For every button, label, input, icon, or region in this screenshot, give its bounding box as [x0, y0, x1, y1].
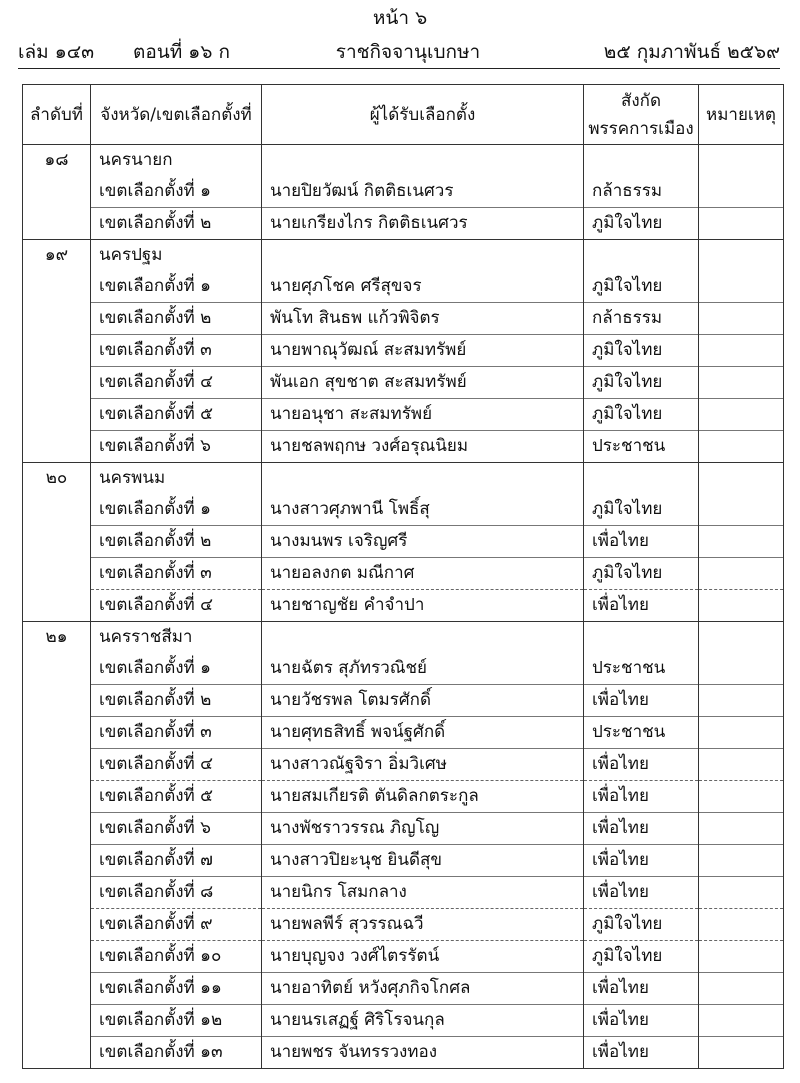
- party-cell: ภูมิใจไทย: [584, 271, 699, 303]
- note-cell: [699, 653, 784, 685]
- sequence-cell: [23, 877, 91, 909]
- gazette-header: [18, 38, 780, 66]
- note-cell: [699, 367, 784, 399]
- sequence-cell: [23, 558, 91, 590]
- table-row: [23, 335, 784, 367]
- sequence-cell: [23, 590, 91, 622]
- column-header-party-line2: พรรคการเมือง: [588, 118, 694, 139]
- note-cell: [699, 399, 784, 431]
- district-cell: เขตเลือกตั้งที่ ๑: [91, 271, 262, 303]
- party-cell: ภูมิใจไทย: [584, 399, 699, 431]
- district-cell: เขตเลือกตั้งที่ ๒: [91, 208, 262, 240]
- district-cell: เขตเลือกตั้งที่ ๑๒: [91, 1005, 262, 1037]
- party-cell: ภูมิใจไทย: [584, 941, 699, 973]
- elected-name-cell: นายนรเสฏฐ์ ศิริโรจนกุล: [262, 1005, 584, 1037]
- party-cell: ประชาชน: [584, 431, 699, 463]
- district-cell: เขตเลือกตั้งที่ ๑: [91, 494, 262, 526]
- party-cell: [584, 463, 699, 495]
- district-cell: เขตเลือกตั้งที่ ๓: [91, 335, 262, 367]
- elected-name-cell: นายพลพีร์ สุวรรณฉวี: [262, 909, 584, 941]
- district-cell: เขตเลือกตั้งที่ ๑๓: [91, 1037, 262, 1069]
- elected-name-cell: นายสมเกียรติ ตันดิลกตระกูล: [262, 781, 584, 813]
- province-row: [23, 463, 784, 495]
- elected-name-cell: นายนิกร โสมกลาง: [262, 877, 584, 909]
- table-row: [23, 653, 784, 685]
- elected-name-cell: นายบุญจง วงศ์ไตรรัตน์: [262, 941, 584, 973]
- column-header-party: [584, 85, 699, 145]
- sequence-cell: [23, 973, 91, 1005]
- district-cell: เขตเลือกตั้งที่ ๔: [91, 367, 262, 399]
- table-row: [23, 558, 784, 590]
- district-cell: เขตเลือกตั้งที่ ๓: [91, 558, 262, 590]
- party-cell: เพื่อไทย: [584, 877, 699, 909]
- party-cell: เพื่อไทย: [584, 973, 699, 1005]
- column-header-district: จังหวัด/เขตเลือกตั้งที่: [91, 85, 262, 145]
- province-row: [23, 240, 784, 272]
- district-cell: เขตเลือกตั้งที่ ๒: [91, 685, 262, 717]
- party-cell: [584, 145, 699, 177]
- table-row: [23, 717, 784, 749]
- party-cell: ภูมิใจไทย: [584, 558, 699, 590]
- party-cell: เพื่อไทย: [584, 1037, 699, 1069]
- district-cell: เขตเลือกตั้งที่ ๔: [91, 590, 262, 622]
- sequence-cell: [23, 399, 91, 431]
- note-cell: [699, 176, 784, 208]
- party-cell: ภูมิใจไทย: [584, 335, 699, 367]
- elected-name-cell: [262, 463, 584, 495]
- note-cell: [699, 463, 784, 495]
- province-name: นครปฐม: [91, 240, 262, 272]
- sequence-cell: [23, 813, 91, 845]
- column-header-elected: ผู้ได้รับเลือกตั้ง: [262, 85, 584, 145]
- district-cell: เขตเลือกตั้งที่ ๕: [91, 781, 262, 813]
- party-cell: ภูมิใจไทย: [584, 208, 699, 240]
- table-row: [23, 845, 784, 877]
- district-cell: เขตเลือกตั้งที่ ๙: [91, 909, 262, 941]
- elected-name-cell: [262, 622, 584, 654]
- district-cell: เขตเลือกตั้งที่ ๕: [91, 399, 262, 431]
- note-cell: [699, 240, 784, 272]
- table-row: [23, 367, 784, 399]
- sequence-cell: [23, 176, 91, 208]
- elected-name-cell: นายอลงกต มณีกาศ: [262, 558, 584, 590]
- publication-date: ๒๕ กุมภาพันธ์ ๒๕๖๙: [603, 41, 780, 63]
- district-cell: เขตเลือกตั้งที่ ๑๑: [91, 973, 262, 1005]
- table-row: [23, 941, 784, 973]
- table-row: [23, 208, 784, 240]
- elected-name-cell: นายชลพฤกษ วงศ์อรุณนิยม: [262, 431, 584, 463]
- party-cell: เพื่อไทย: [584, 749, 699, 781]
- elected-name-cell: นายศุทธสิทธิ์ พจน์ฐศักดิ์: [262, 717, 584, 749]
- note-cell: [699, 1037, 784, 1069]
- party-cell: เพื่อไทย: [584, 1005, 699, 1037]
- party-cell: ภูมิใจไทย: [584, 367, 699, 399]
- note-cell: [699, 590, 784, 622]
- party-cell: ประชาชน: [584, 717, 699, 749]
- note-cell: [699, 622, 784, 654]
- table-row: [23, 781, 784, 813]
- sequence-cell: [23, 749, 91, 781]
- table-row: [23, 877, 784, 909]
- table-header-row: [23, 85, 784, 145]
- column-header-note: หมายเหตุ: [699, 85, 784, 145]
- table-row: [23, 399, 784, 431]
- table-body: [23, 145, 784, 1069]
- province-name: นครนายก: [91, 145, 262, 177]
- elected-name-cell: นางมนพร เจริญศรี: [262, 526, 584, 558]
- district-cell: เขตเลือกตั้งที่ ๒: [91, 526, 262, 558]
- volume-label: เล่ม ๑๔๓: [18, 41, 95, 63]
- sequence-number: ๑๘: [23, 145, 91, 177]
- district-cell: เขตเลือกตั้งที่ ๖: [91, 813, 262, 845]
- elected-name-cell: นางสาวปิยะนุช ยินดีสุข: [262, 845, 584, 877]
- sequence-number: ๑๙: [23, 240, 91, 272]
- note-cell: [699, 335, 784, 367]
- district-cell: เขตเลือกตั้งที่ ๖: [91, 431, 262, 463]
- column-header-seq: ลำดับที่: [23, 85, 91, 145]
- party-cell: เพื่อไทย: [584, 781, 699, 813]
- table-row: [23, 176, 784, 208]
- elected-name-cell: นายชาญชัย คำจำปา: [262, 590, 584, 622]
- party-cell: เพื่อไทย: [584, 685, 699, 717]
- table-row: [23, 685, 784, 717]
- district-cell: เขตเลือกตั้งที่ ๔: [91, 749, 262, 781]
- elected-name-cell: นายฉัตร สุภัทรวณิชย์: [262, 653, 584, 685]
- election-results-table: [22, 84, 784, 1069]
- column-header-party-line1: สังกัด: [620, 90, 661, 111]
- table-row: [23, 1005, 784, 1037]
- note-cell: [699, 208, 784, 240]
- district-cell: เขตเลือกตั้งที่ ๑๐: [91, 941, 262, 973]
- note-cell: [699, 494, 784, 526]
- party-cell: เพื่อไทย: [584, 845, 699, 877]
- table-row: [23, 973, 784, 1005]
- note-cell: [699, 813, 784, 845]
- party-cell: เพื่อไทย: [584, 590, 699, 622]
- elected-name-cell: [262, 240, 584, 272]
- header-divider: [18, 68, 780, 69]
- table-row: [23, 1037, 784, 1069]
- note-cell: [699, 749, 784, 781]
- table-row: [23, 813, 784, 845]
- district-cell: เขตเลือกตั้งที่ ๑: [91, 176, 262, 208]
- elected-name-cell: นายปิยวัฒน์ กิตติธเนศวร: [262, 176, 584, 208]
- note-cell: [699, 877, 784, 909]
- note-cell: [699, 973, 784, 1005]
- district-cell: เขตเลือกตั้งที่ ๗: [91, 845, 262, 877]
- sequence-cell: [23, 1037, 91, 1069]
- elected-name-cell: นายศุภโชค ศรีสุขจร: [262, 271, 584, 303]
- district-cell: เขตเลือกตั้งที่ ๑: [91, 653, 262, 685]
- note-cell: [699, 845, 784, 877]
- sequence-cell: [23, 717, 91, 749]
- note-cell: [699, 271, 784, 303]
- page-number: หน้า ๖: [372, 7, 428, 29]
- sequence-cell: [23, 653, 91, 685]
- sequence-cell: [23, 909, 91, 941]
- party-cell: เพื่อไทย: [584, 526, 699, 558]
- party-cell: กล้าธรรม: [584, 303, 699, 335]
- sequence-number: ๒๑: [23, 622, 91, 654]
- party-cell: [584, 622, 699, 654]
- party-cell: กล้าธรรม: [584, 176, 699, 208]
- sequence-cell: [23, 335, 91, 367]
- note-cell: [699, 685, 784, 717]
- elected-name-cell: นายวัชรพล โตมรศักดิ์: [262, 685, 584, 717]
- sequence-number: ๒๐: [23, 463, 91, 495]
- table-row: [23, 909, 784, 941]
- note-cell: [699, 941, 784, 973]
- party-cell: ภูมิใจไทย: [584, 494, 699, 526]
- note-cell: [699, 781, 784, 813]
- sequence-cell: [23, 845, 91, 877]
- district-cell: เขตเลือกตั้งที่ ๓: [91, 717, 262, 749]
- note-cell: [699, 558, 784, 590]
- province-row: [23, 145, 784, 177]
- table-row: [23, 303, 784, 335]
- province-name: นครพนม: [91, 463, 262, 495]
- elected-name-cell: นางสาวศุภพานี โพธิ์สุ: [262, 494, 584, 526]
- table-row: [23, 494, 784, 526]
- province-row: [23, 622, 784, 654]
- sequence-cell: [23, 303, 91, 335]
- elected-name-cell: นางสาวณัฐจิรา อิ่มวิเศษ: [262, 749, 584, 781]
- sequence-cell: [23, 526, 91, 558]
- sequence-cell: [23, 1005, 91, 1037]
- party-cell: ประชาชน: [584, 653, 699, 685]
- note-cell: [699, 431, 784, 463]
- sequence-cell: [23, 941, 91, 973]
- gazette-title: ราชกิจจานุเบกษา: [335, 41, 481, 63]
- elected-name-cell: นายพชร จันทรรวงทอง: [262, 1037, 584, 1069]
- sequence-cell: [23, 271, 91, 303]
- note-cell: [699, 526, 784, 558]
- note-cell: [699, 909, 784, 941]
- elected-name-cell: พันเอก สุขชาต สะสมทรัพย์: [262, 367, 584, 399]
- district-cell: เขตเลือกตั้งที่ ๒: [91, 303, 262, 335]
- elected-name-cell: นายอนุชา สะสมทรัพย์: [262, 399, 584, 431]
- elected-name-cell: นางพัชราวรรณ ภิญโญ: [262, 813, 584, 845]
- note-cell: [699, 303, 784, 335]
- elected-name-cell: พันโท สินธพ แก้วพิจิตร: [262, 303, 584, 335]
- note-cell: [699, 145, 784, 177]
- province-name: นครราชสีมา: [91, 622, 262, 654]
- table-row: [23, 590, 784, 622]
- table-row: [23, 271, 784, 303]
- party-cell: เพื่อไทย: [584, 813, 699, 845]
- district-cell: เขตเลือกตั้งที่ ๘: [91, 877, 262, 909]
- party-cell: [584, 240, 699, 272]
- table-row: [23, 749, 784, 781]
- elected-name-cell: [262, 145, 584, 177]
- table-row: [23, 431, 784, 463]
- note-cell: [699, 1005, 784, 1037]
- sequence-cell: [23, 685, 91, 717]
- elected-name-cell: นายพาณุวัฒณ์ สะสมทรัพย์: [262, 335, 584, 367]
- elected-name-cell: นายเกรียงไกร กิตติธเนศวร: [262, 208, 584, 240]
- table-row: [23, 526, 784, 558]
- sequence-cell: [23, 367, 91, 399]
- party-cell: ภูมิใจไทย: [584, 909, 699, 941]
- issue-label: ตอนที่ ๑๖ ก: [133, 41, 230, 63]
- note-cell: [699, 717, 784, 749]
- sequence-cell: [23, 431, 91, 463]
- sequence-cell: [23, 208, 91, 240]
- sequence-cell: [23, 494, 91, 526]
- elected-name-cell: นายอาทิตย์ หวังศุภกิจโกศล: [262, 973, 584, 1005]
- sequence-cell: [23, 781, 91, 813]
